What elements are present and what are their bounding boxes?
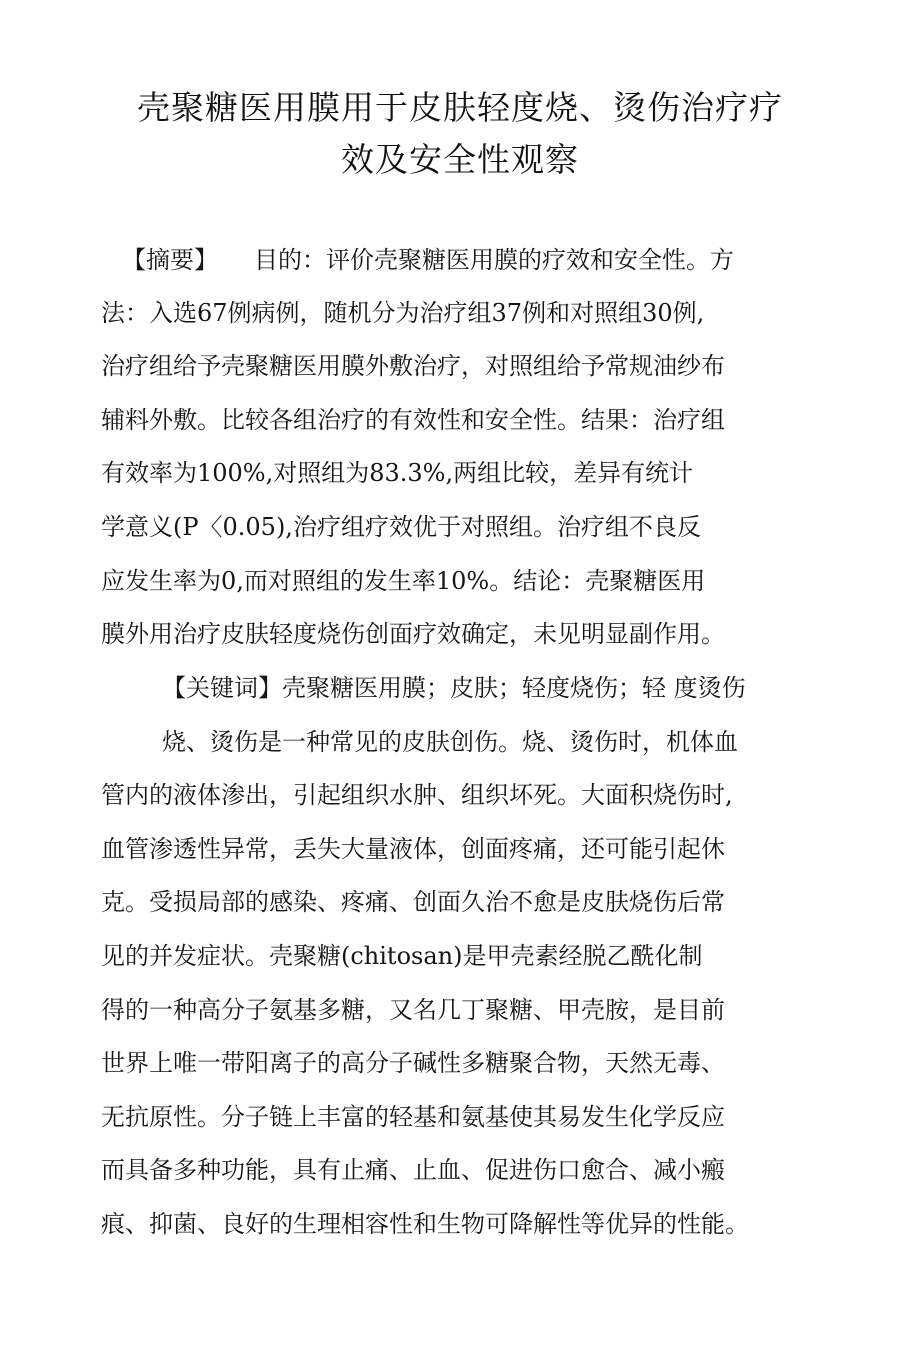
body-line: 管内的液体渗出，引起组织水肿、组织坏死。大面积烧伤时, bbox=[101, 781, 733, 809]
title-line-2: 效及安全性观察 bbox=[341, 140, 579, 179]
body-line: 而具备多种功能，具有止痛、止血、促进伤口愈合、减小瘢 bbox=[101, 1156, 725, 1184]
abstract-line: 法：入选67例病例，随机分为治疗组37例和对照组30例, bbox=[101, 299, 705, 327]
body-line: 无抗原性。分子链上丰富的轻基和氨基使其易发生化学反应 bbox=[101, 1103, 725, 1131]
keywords-line: 【关键词】壳聚糖医用膜；皮肤；轻度烧伤；轻 度烫伤 bbox=[162, 674, 746, 702]
body-line: 见的并发症状。壳聚糖(chitosan)是甲壳素经脱乙酰化制 bbox=[101, 942, 703, 970]
body-line: 痕、抑菌、良好的生理相容性和生物可降解性等优异的性能。 bbox=[101, 1210, 749, 1238]
body-line: 克。受损局部的感染、疼痛、创面久治不愈是皮肤烧伤后常 bbox=[101, 888, 725, 916]
abstract-line: 应发生率为0,而对照组的发生率10%。结论：壳聚糖医用 bbox=[101, 567, 706, 595]
abstract-line: 【摘要】 目的：评价壳聚糖医用膜的疗效和安全性。方 bbox=[122, 246, 734, 274]
abstract-line: 膜外用治疗皮肤轻度烧伤创面疗效确定，未见明显副作用。 bbox=[101, 620, 725, 648]
abstract-line: 有效率为100%,对照组为83.3%,两组比较，差异有统计 bbox=[101, 459, 694, 487]
body-line: 得的一种高分子氨基多糖，又名几丁聚糖、甲壳胺，是目前 bbox=[101, 996, 725, 1024]
abstract-line: 辅料外敷。比较各组治疗的有效性和安全性。结果：治疗组 bbox=[101, 406, 725, 434]
abstract-line: 治疗组给予壳聚糖医用膜外敷治疗，对照组给予常规油纱布 bbox=[101, 352, 725, 380]
body-line: 世界上唯一带阳离子的高分子碱性多糖聚合物，天然无毒、 bbox=[101, 1049, 725, 1077]
abstract-line: 学意义(P〈0.05),治疗组疗效优于对照组。治疗组不良反 bbox=[101, 513, 701, 541]
body-line: 血管渗透性异常，丢失大量液体，创面疼痛，还可能引起休 bbox=[101, 835, 725, 863]
body-line: 烧、烫伤是一种常见的皮肤创伤。烧、烫伤时，机体血 bbox=[162, 728, 738, 756]
title-line-1: 壳聚糖医用膜用于皮肤轻度烧、烫伤治疗疗 bbox=[137, 88, 783, 127]
